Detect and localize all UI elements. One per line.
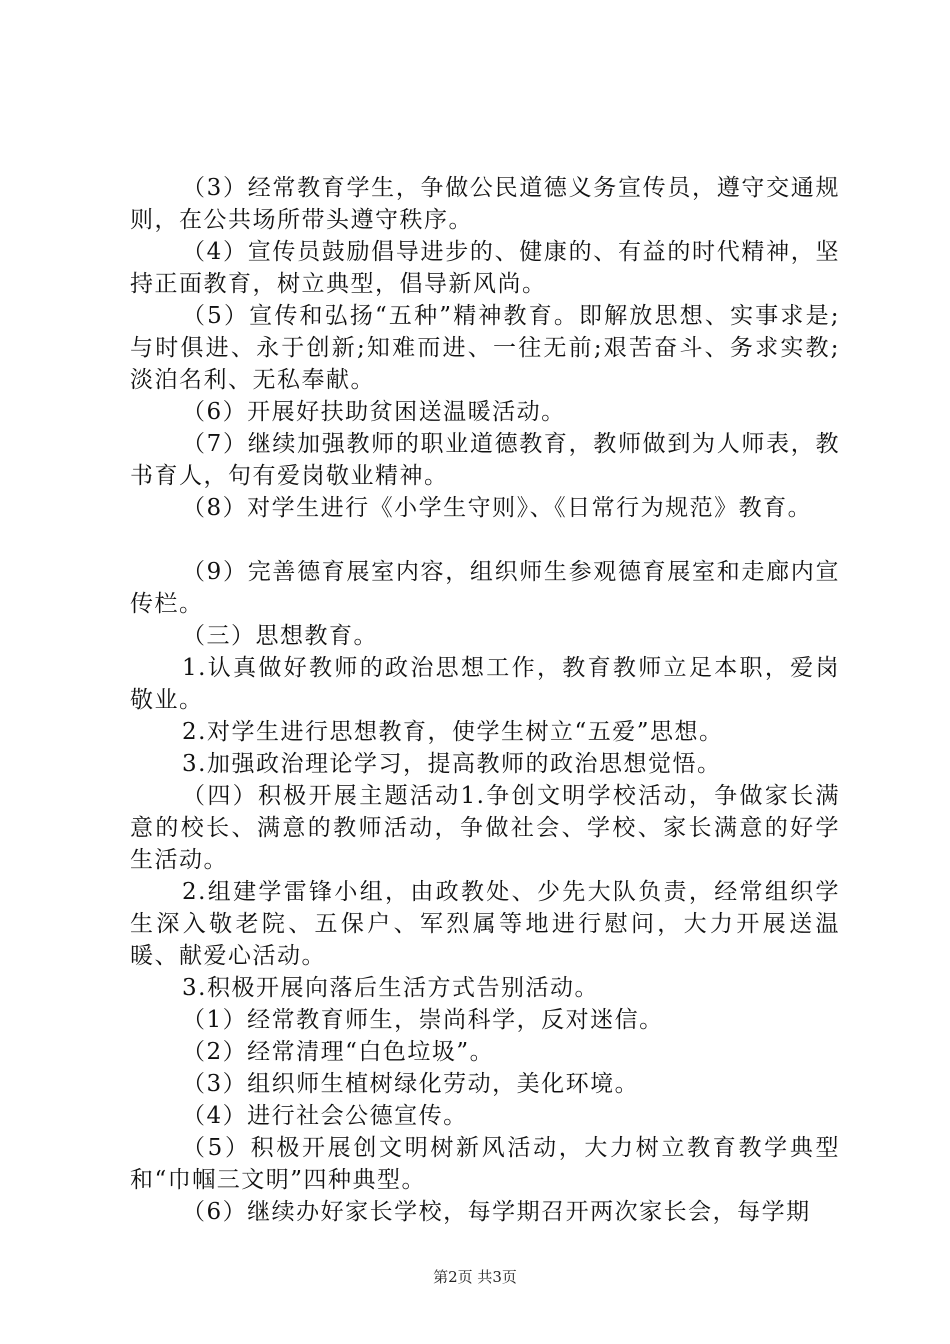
paragraph: （7）继续加强教师的职业道德教育，教师做到为人师表，教书育人，句有爱岗敬业精神。 <box>130 431 840 489</box>
paragraph: （8）对学生进行《小学生守则》、《日常行为规范》教育。 <box>182 495 813 521</box>
paragraph: 3.加强政治理论学习，提高教师的政治思想觉悟。 <box>182 751 722 777</box>
paragraph: （2）经常清理“白色垃圾”。 <box>182 1039 495 1065</box>
paragraph: （3）组织师生植树绿化劳动，美化环境。 <box>182 1071 640 1097</box>
paragraph: （5）宣传和弘扬“五种”精神教育。即解放思想、实事求是;与时俱进、永于创新;知难而进、一往无前;艰苦奋斗、务求实教;淡泊名利、无私奉献。 <box>130 303 840 393</box>
paragraph: （3）经常教育学生，争做公民道德义务宣传员，遵守交通规则，在公共场所带头遵守秩序。 <box>130 175 840 233</box>
paragraph: （4）宣传员鼓励倡导进步的、健康的、有益的时代精神，坚持正面教育，树立典型，倡导新风尚。 <box>130 239 840 297</box>
paragraph: （四）积极开展主题活动1.争创文明学校活动，争做家长满意的校长、满意的教师活动，争做社会、学校、家长满意的好学生活动。 <box>130 783 840 873</box>
page-footer: 第2页 共3页 <box>433 1268 517 1286</box>
paragraph: （6）继续办好家长学校，每学期召开两次家长会，每学期 <box>182 1199 811 1225</box>
paragraph: 1.认真做好教师的政治思想工作，教育教师立足本职，爱岗敬业。 <box>130 655 840 713</box>
paragraph: 2.组建学雷锋小组，由政教处、少先大队负责，经常组织学生深入敬老院、五保户、军烈属等地进行慰问，大力开展送温暖、献爱心活动。 <box>130 879 840 969</box>
paragraph: （1）经常教育师生，崇尚科学，反对迷信。 <box>182 1007 664 1033</box>
paragraph: （9）完善德育展室内容，组织师生参观德育展室和走廊内宣传栏。 <box>130 559 840 617</box>
paragraph: （6）开展好扶助贫困送温暖活动。 <box>182 399 566 425</box>
section-heading: （三）思想教育。 <box>182 623 378 649</box>
paragraph: （5）积极开展创文明树新风活动，大力树立教育教学典型和“巾帼三文明”四种典型。 <box>130 1135 840 1193</box>
paragraph: 2.对学生进行思想教育，使学生树立“五爱”思想。 <box>182 719 724 745</box>
paragraph: （4）进行社会公德宣传。 <box>182 1103 468 1129</box>
paragraph: 3.积极开展向落后生活方式告别活动。 <box>182 975 599 1001</box>
document-body <box>130 172 840 1228</box>
